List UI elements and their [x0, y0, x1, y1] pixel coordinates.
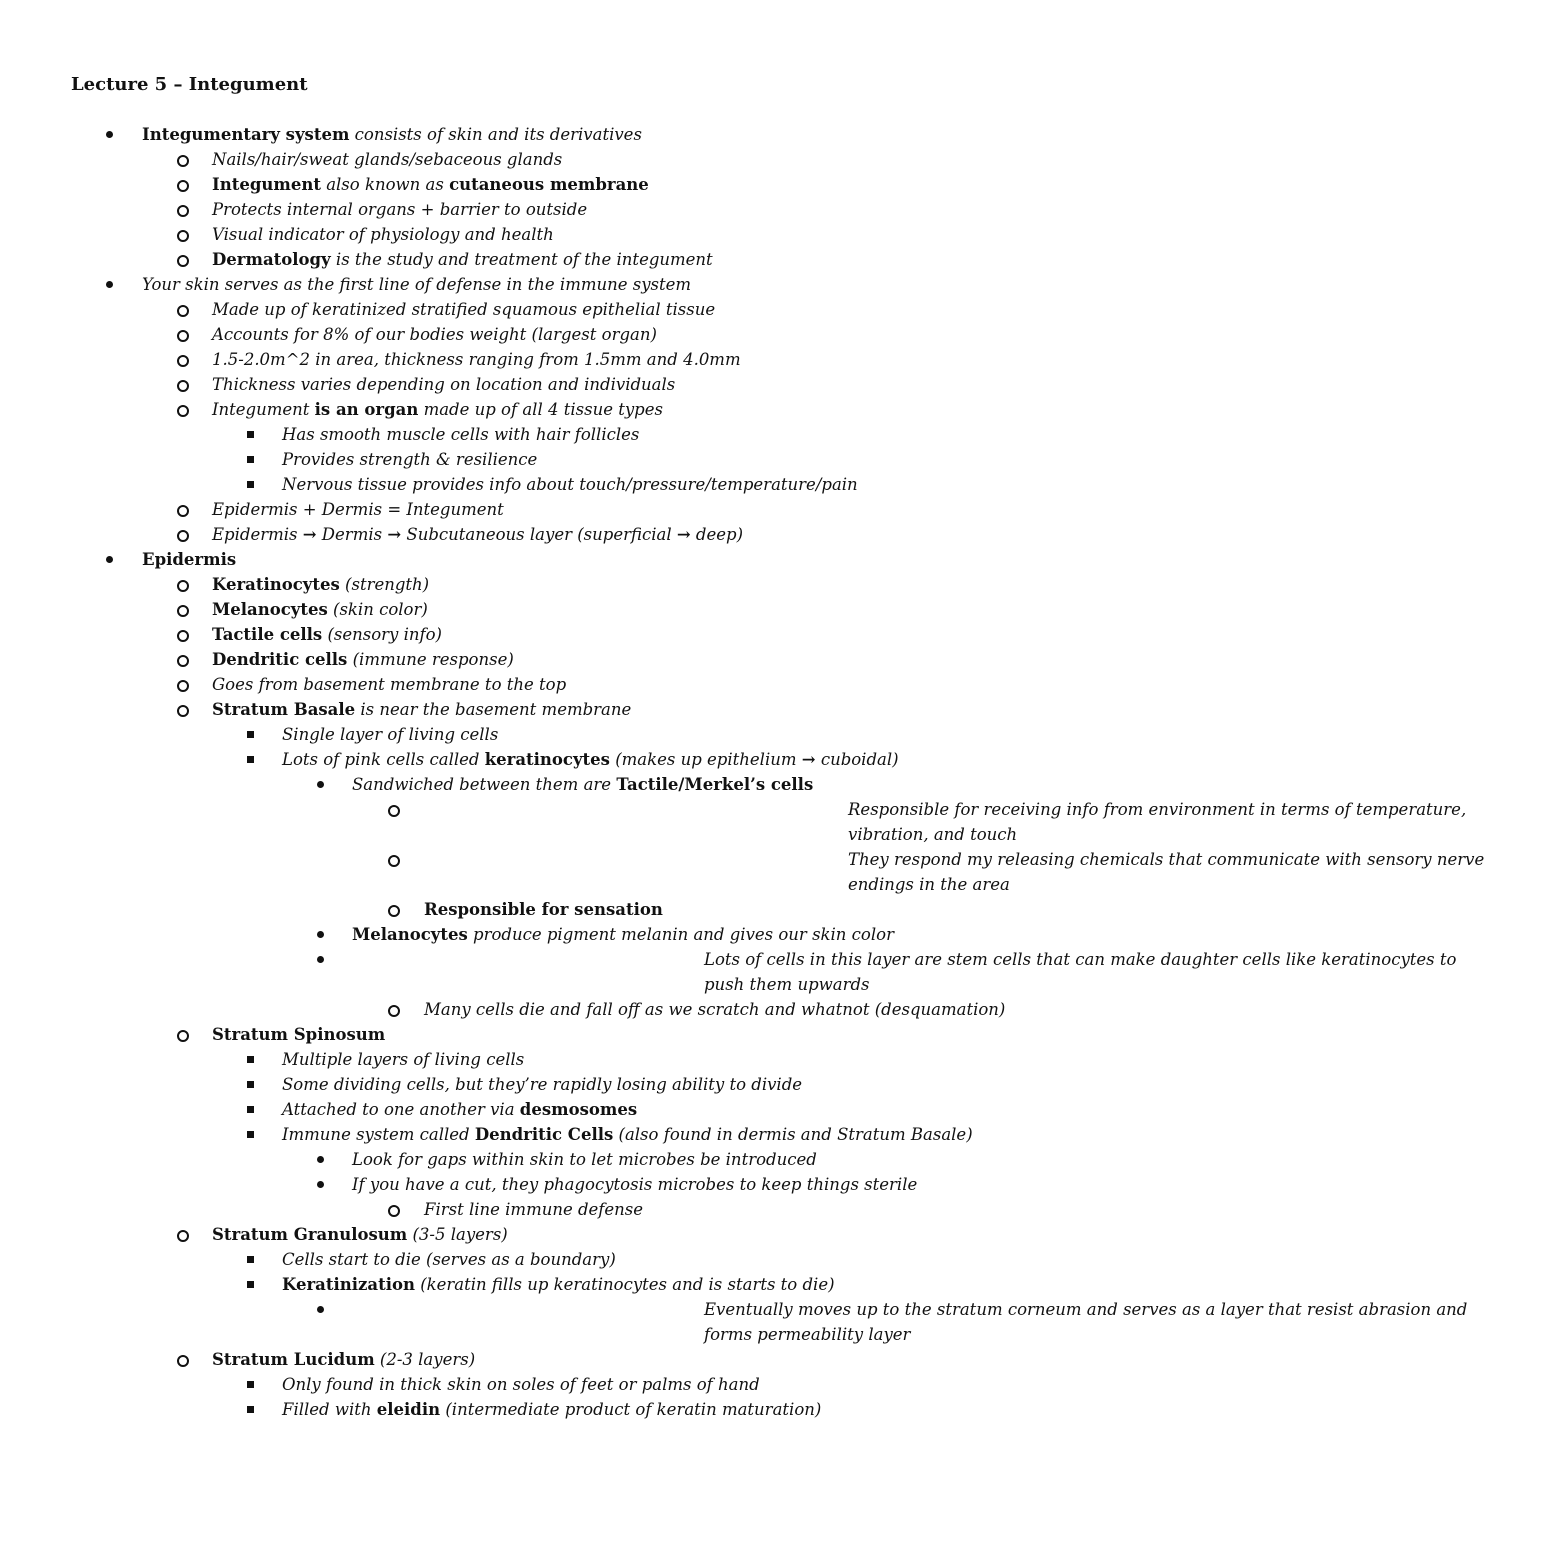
bullet-circle-icon	[177, 605, 189, 617]
item-text: cuboidal)	[815, 750, 899, 769]
list-item	[0, 722, 1200, 747]
list-item-text	[282, 447, 537, 472]
list-item	[0, 697, 1200, 722]
list-item	[0, 622, 1200, 647]
item-text: They respond my releasing chemicals that communicate with sensory nerve endings in the area	[848, 850, 1485, 894]
list-item-text	[212, 297, 715, 322]
item-text: Epidermis	[212, 525, 303, 544]
list-item	[0, 947, 1457, 997]
list-item	[0, 372, 1200, 397]
arrow-icon: →	[676, 525, 691, 544]
list-item	[0, 847, 1485, 897]
bold-term: Stratum Lucidum	[212, 1350, 375, 1369]
list-item	[0, 122, 1200, 147]
list-item	[0, 447, 1200, 472]
bullet-circle-icon	[177, 505, 189, 517]
list-item-text	[352, 922, 894, 947]
list-item	[0, 272, 1200, 297]
list-item-text	[212, 322, 657, 347]
list-item-text	[212, 197, 587, 222]
list-item-text	[352, 772, 813, 797]
item-text: consists of skin and its derivatives	[349, 125, 642, 144]
list-item	[0, 572, 1200, 597]
bullet-circle-icon	[388, 855, 400, 867]
item-text: (intermediate product of keratin maturation)	[440, 1400, 822, 1419]
item-text: Your skin serves as the first line of defense in the immune system	[142, 275, 692, 294]
item-text: Many cells die and fall off as we scratch and whatnot (desquamation)	[424, 1000, 1006, 1019]
bullet-circle-icon	[177, 380, 189, 392]
bullet-dot-icon	[106, 131, 113, 138]
arrow-icon: →	[387, 525, 402, 544]
bullet-circle-icon	[177, 530, 189, 542]
bullet-circle-icon	[177, 655, 189, 667]
list-item	[0, 772, 1200, 797]
bullet-dot-icon	[317, 931, 324, 938]
item-text: Single layer of living cells	[282, 725, 499, 744]
bullet-square-icon	[247, 1106, 254, 1113]
bullet-circle-icon	[177, 680, 189, 692]
item-text: First line immune defense	[424, 1200, 644, 1219]
item-text: Immune system called	[282, 1125, 475, 1144]
list-item-text	[212, 1347, 475, 1372]
list-item-text	[212, 522, 743, 547]
item-text: Subcutaneous layer (superficial	[401, 525, 677, 544]
list-item	[0, 997, 1200, 1022]
bold-term: Melanocytes	[352, 925, 468, 944]
list-item-text	[424, 997, 1005, 1022]
list-item	[0, 1172, 1200, 1197]
bullet-square-icon	[247, 431, 254, 438]
list-item	[0, 522, 1200, 547]
list-item-text	[282, 1097, 637, 1122]
bullet-square-icon	[247, 456, 254, 463]
list-item-text	[212, 372, 675, 397]
bullet-square-icon	[247, 1131, 254, 1138]
bullet-circle-icon	[177, 155, 189, 167]
list-item	[0, 672, 1200, 697]
list-item-text	[282, 722, 498, 747]
list-item	[0, 1297, 1468, 1347]
bold-term: Integumentary system	[142, 125, 350, 144]
list-item-text	[282, 1397, 821, 1422]
list-item-text	[282, 1247, 616, 1272]
list-item-text	[352, 1172, 917, 1197]
bullet-square-icon	[247, 1381, 254, 1388]
bold-term: Dermatology	[212, 250, 331, 269]
list-item-text	[282, 747, 899, 772]
bold-term: Responsible for sensation	[424, 900, 663, 919]
item-text: (skin color)	[327, 600, 428, 619]
bullet-square-icon	[247, 756, 254, 763]
bullet-dot-icon	[317, 956, 324, 963]
bullet-dot-icon	[317, 781, 324, 788]
item-text: Has smooth muscle cells with hair follicles	[282, 425, 640, 444]
list-item-text	[282, 1372, 760, 1397]
list-item-text	[212, 697, 631, 722]
bullet-dot-icon	[106, 556, 113, 563]
bullet-dot-icon	[317, 1156, 324, 1163]
list-item-text	[282, 1047, 524, 1072]
item-text: Visual indicator of physiology and health	[212, 225, 554, 244]
list-item	[0, 597, 1200, 622]
item-text: Only found in thick skin on soles of feet or palms of hand	[282, 1375, 760, 1394]
list-item-text	[142, 122, 642, 147]
item-text: Made up of keratinized stratified squamous epithelial tissue	[212, 300, 716, 319]
item-text: If you have a cut, they phagocytosis microbes to keep things sterile	[352, 1175, 918, 1194]
item-text: is near the basement membrane	[355, 700, 632, 719]
list-item	[0, 1247, 1200, 1272]
list-item-text	[212, 222, 554, 247]
bullet-square-icon	[247, 481, 254, 488]
bullet-circle-icon	[177, 405, 189, 417]
bold-term: Melanocytes	[212, 600, 328, 619]
list-item	[0, 1197, 1200, 1222]
bold-term: Dendritic cells	[212, 650, 348, 669]
bold-term: eleidin	[376, 1400, 441, 1419]
item-text: Nails/hair/sweat glands/sebaceous glands	[212, 150, 563, 169]
bold-term: Integument	[212, 175, 321, 194]
list-item-text	[282, 1122, 973, 1147]
bold-term: is an organ	[314, 400, 419, 419]
list-item-text	[212, 1222, 508, 1247]
item-text: Nervous tissue provides info about touch/pressure/temperature/pain	[282, 475, 858, 494]
bullet-circle-icon	[388, 1205, 400, 1217]
list-item	[0, 547, 1200, 572]
item-text: (strength)	[339, 575, 430, 594]
bullet-square-icon	[247, 1056, 254, 1063]
bullet-circle-icon	[177, 330, 189, 342]
list-item-text	[212, 1022, 385, 1047]
list-item-text	[212, 247, 713, 272]
list-item	[0, 1047, 1200, 1072]
list-item	[0, 1022, 1200, 1047]
bullet-circle-icon	[388, 805, 400, 817]
item-text: Epidermis + Dermis = Integument	[212, 500, 504, 519]
list-item-text	[212, 572, 429, 597]
item-text: also known as	[320, 175, 450, 194]
item-text: (2-3 layers)	[374, 1350, 476, 1369]
bullet-dot-icon	[317, 1306, 324, 1313]
item-text: Provides strength & resilience	[282, 450, 538, 469]
list-item-text	[282, 472, 858, 497]
list-item	[0, 247, 1200, 272]
bold-term: Tactile/Merkel’s cells	[616, 775, 814, 794]
list-item	[0, 1397, 1200, 1422]
bullet-circle-icon	[177, 255, 189, 267]
item-text: (immune response)	[347, 650, 514, 669]
list-item	[0, 1372, 1200, 1397]
item-text: (sensory info)	[322, 625, 442, 644]
list-item	[0, 1097, 1200, 1122]
bullet-circle-icon	[177, 1355, 189, 1367]
item-text: (also found in dermis and Stratum Basale)	[613, 1125, 973, 1144]
item-text: Sandwiched between them are	[352, 775, 617, 794]
bullet-circle-icon	[177, 1230, 189, 1242]
bold-term: Tactile cells	[212, 625, 323, 644]
bold-term: cutaneous membrane	[449, 175, 649, 194]
list-item	[0, 1122, 1200, 1147]
bold-term: keratinocytes	[484, 750, 610, 769]
bullet-circle-icon	[177, 1030, 189, 1042]
bullet-circle-icon	[177, 230, 189, 242]
item-text: Look for gaps within skin to let microbes be introduced	[352, 1150, 817, 1169]
item-text: (makes up epithelium	[609, 750, 802, 769]
bullet-circle-icon	[388, 1005, 400, 1017]
list-item-text	[212, 622, 442, 647]
bullet-dot-icon	[317, 1181, 324, 1188]
bullet-circle-icon	[388, 905, 400, 917]
item-text: Attached to one another via	[282, 1100, 520, 1119]
item-text: 1.5-2.0m^2 in area, thickness ranging from 1.5mm and 4.0mm	[212, 350, 741, 369]
item-text: Integument	[212, 400, 315, 419]
item-text: (3-5 layers)	[407, 1225, 508, 1244]
item-text: Some dividing cells, but they’re rapidly losing ability to divide	[282, 1075, 803, 1094]
list-item-text	[352, 1147, 817, 1172]
item-text: Cells start to die (serves as a boundary)	[282, 1250, 616, 1269]
list-item-text	[212, 347, 741, 372]
list-item-text	[212, 397, 663, 422]
bold-term: Stratum Spinosum	[212, 1025, 386, 1044]
bullet-square-icon	[247, 731, 254, 738]
list-item-text	[848, 847, 1548, 897]
list-item	[0, 472, 1200, 497]
list-item	[0, 1147, 1200, 1172]
item-text: Lots of cells in this layer are stem cells that can make daughter cells like keratinocytes to push them upwards	[704, 950, 1457, 994]
item-text: is the study and treatment of the integument	[330, 250, 713, 269]
bullet-circle-icon	[177, 630, 189, 642]
bullet-square-icon	[247, 1281, 254, 1288]
list-item-text	[212, 672, 566, 697]
list-item-text	[142, 272, 691, 297]
item-text: Lots of pink cells called	[282, 750, 485, 769]
item-text: made up of all 4 tissue types	[418, 400, 663, 419]
bullet-circle-icon	[177, 355, 189, 367]
item-text: Thickness varies depending on location and individuals	[212, 375, 676, 394]
bullet-square-icon	[247, 1256, 254, 1263]
bullet-circle-icon	[177, 180, 189, 192]
list-item-text	[212, 597, 428, 622]
item-text: Goes from basement membrane to the top	[212, 675, 567, 694]
list-item	[0, 897, 1200, 922]
list-item-text	[282, 422, 639, 447]
bold-term: Keratinization	[282, 1275, 415, 1294]
item-text: Protects internal organs + barrier to outside	[212, 200, 588, 219]
list-item	[0, 147, 1200, 172]
list-item	[0, 397, 1200, 422]
bullet-dot-icon	[106, 281, 113, 288]
bullet-circle-icon	[177, 305, 189, 317]
bold-term: Dendritic Cells	[474, 1125, 614, 1144]
list-item-text	[212, 172, 649, 197]
list-item-text	[424, 897, 663, 922]
list-item	[0, 222, 1200, 247]
list-item-text	[142, 547, 236, 572]
list-item	[0, 747, 1200, 772]
arrow-icon: →	[302, 525, 317, 544]
item-text: Dermis	[316, 525, 388, 544]
item-text: Multiple layers of living cells	[282, 1050, 525, 1069]
list-item	[0, 347, 1200, 372]
list-item	[0, 1072, 1200, 1097]
list-item	[0, 922, 1200, 947]
item-text: produce pigment melanin and gives our skin color	[467, 925, 894, 944]
bullet-square-icon	[247, 1406, 254, 1413]
bold-term: desmosomes	[519, 1100, 638, 1119]
list-item	[0, 647, 1200, 672]
bold-term: Stratum Basale	[212, 700, 356, 719]
outline-list	[0, 122, 1485, 1422]
bold-term: Stratum Granulosum	[212, 1225, 408, 1244]
list-item	[0, 422, 1200, 447]
list-item	[0, 322, 1200, 347]
item-text: Filled with	[282, 1400, 377, 1419]
item-text: Accounts for 8% of our bodies weight (largest organ)	[212, 325, 657, 344]
list-item-text	[212, 647, 514, 672]
list-item-text	[282, 1072, 802, 1097]
item-text: Eventually moves up to the stratum corneum and serves as a layer that resist abrasion and forms permeability layer	[704, 1300, 1468, 1344]
list-item-text	[704, 947, 1484, 997]
bullet-circle-icon	[177, 580, 189, 592]
bullet-circle-icon	[177, 205, 189, 217]
bullet-circle-icon	[177, 705, 189, 717]
item-text: (keratin fills up keratinocytes and is starts to die)	[414, 1275, 835, 1294]
list-item	[0, 1272, 1200, 1297]
list-item	[0, 197, 1200, 222]
list-item	[0, 297, 1200, 322]
list-item-text	[212, 147, 562, 172]
list-item	[0, 1222, 1200, 1247]
item-text: Responsible for receiving info from environment in terms of temperature, vibration, and touch	[848, 800, 1467, 844]
arrow-icon: →	[801, 750, 816, 769]
list-item-text	[424, 1197, 643, 1222]
page-title: Lecture 5 – Integument	[71, 74, 308, 95]
list-item-text	[848, 797, 1548, 847]
list-item	[0, 797, 1467, 847]
bold-term: Epidermis	[142, 550, 237, 569]
list-item	[0, 172, 1200, 197]
item-text: deep)	[690, 525, 744, 544]
bullet-square-icon	[247, 1081, 254, 1088]
list-item-text	[704, 1297, 1484, 1347]
list-item	[0, 497, 1200, 522]
list-item-text	[282, 1272, 835, 1297]
list-item-text	[212, 497, 504, 522]
list-item	[0, 1347, 1200, 1372]
bold-term: Keratinocytes	[212, 575, 340, 594]
